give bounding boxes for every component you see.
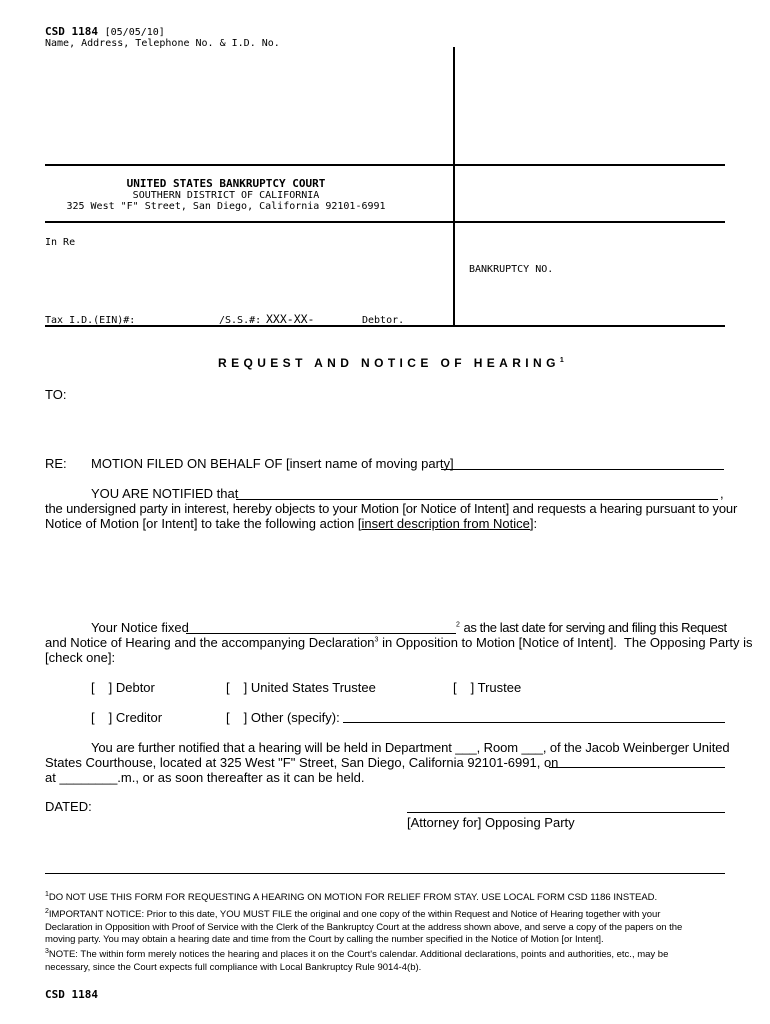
- option-debtor[interactable]: [91, 680, 155, 695]
- checkbox-trustee[interactable]: [: [453, 680, 457, 695]
- document-title-text: REQUEST AND NOTICE OF HEARING: [218, 356, 560, 370]
- footnote-3-line-1: NOTE: The within form merely notices the hearing and places it on the Court's calendar. Additional declarations, points and authorities, etc., may be: [48, 949, 669, 961]
- option-trustee-label: ] Trustee: [470, 680, 522, 695]
- notice-fixed-text-rest: as the last date for serving and filing this Request: [463, 620, 727, 635]
- declaration-footnote-ref: 3: [374, 636, 379, 644]
- option-trustee[interactable]: [453, 680, 521, 695]
- title-footnote-ref: 1: [559, 357, 564, 364]
- in-re-label: In Re: [45, 237, 76, 248]
- checkbox-other[interactable]: [: [226, 710, 230, 725]
- tax-id-label: Tax I.D.(EIN)#:: [45, 315, 136, 326]
- dated-label: DATED:: [45, 799, 92, 814]
- footnote-1-text: DO NOT USE THIS FORM FOR REQUESTING A HEARING ON MOTION FOR RELIEF FROM STAY. USE LOCAL FORM CSD 1186 INSTEAD.: [48, 892, 658, 904]
- option-creditor-label: ] Creditor: [108, 710, 163, 725]
- footnote-3-ref: 3: [45, 948, 49, 955]
- footnote-2-line-3: moving party. You may obtain a hearing date and time from the Court by calling the number specified in the Notice of Motion [or Intent].: [45, 934, 604, 946]
- form-code: CSD 1184: [45, 25, 98, 38]
- notice-fixed-label: Your Notice fixed: [91, 620, 189, 635]
- checkbox-creditor[interactable]: [: [91, 710, 95, 725]
- notice-footnote-ref: 2: [456, 621, 460, 629]
- form-header: [45, 25, 165, 38]
- hearing-line-2: States Courthouse, located at 325 West "F" Street, San Diego, California 92101-6991, on: [45, 755, 559, 770]
- notice-fixed-text: [456, 620, 727, 635]
- signature-label: [Attorney for] Opposing Party: [407, 815, 575, 830]
- footer-form-code: CSD 1184: [45, 988, 98, 1001]
- court-address: 325 West "F" Street, San Diego, California 92101-6991: [66, 201, 386, 212]
- option-other-label: ] Other (specify):: [243, 710, 340, 725]
- footnote-2-line-2: Declaration in Opposition with Proof of Service with the Clerk of the Bankruptcy Court at the address shown above, and serve a copy of the papers on the: [45, 921, 683, 933]
- ssn-label: /S.S.#:: [219, 315, 262, 326]
- ssn-field[interactable]: [312, 325, 344, 326]
- option-creditor[interactable]: [91, 710, 162, 725]
- debtor-label: Debtor.: [362, 315, 405, 326]
- notice-line-2-rest: in Opposition to Motion [Notice of Intent]. The Opposing Party is: [378, 635, 753, 650]
- footnote-divider: [45, 873, 725, 874]
- check-one-label: [check one]:: [45, 650, 116, 665]
- option-debtor-label: ] Debtor: [108, 680, 155, 695]
- footnote-1: [45, 889, 657, 905]
- notified-comma: ,: [720, 486, 724, 501]
- option-other[interactable]: [226, 710, 340, 725]
- court-district: SOUTHERN DISTRICT OF CALIFORNIA: [132, 190, 320, 201]
- option-us-trustee-label: ] United States Trustee: [243, 680, 376, 695]
- to-label: TO:: [45, 387, 67, 402]
- re-text: MOTION FILED ON BEHALF OF [insert name of moving party]: [91, 456, 454, 471]
- notified-intro: YOU ARE NOTIFIED that: [91, 486, 239, 501]
- notified-line-3: [45, 516, 537, 531]
- form-date: [05/05/10]: [104, 27, 165, 38]
- document-title: [218, 356, 564, 370]
- ssn-value: XXX-XX-: [266, 312, 315, 326]
- bankruptcy-no-label: BANKRUPTCY NO.: [469, 264, 554, 275]
- footnote-2-ref: 2: [45, 908, 49, 915]
- insert-description-text: [insert description from Notice]: [357, 516, 534, 531]
- caption-rule-top: [45, 164, 725, 166]
- court-name: UNITED STATES BANKRUPTCY COURT: [126, 177, 326, 190]
- footnote-3-line-2: necessary, since the Court expects full compliance with Local Bankruptcy Rule 9014-4(b).: [45, 961, 422, 973]
- moving-party-field[interactable]: [441, 469, 724, 470]
- hearing-line-1: You are further notified that a hearing will be held in Department ___, Room ___, of the Jacob Weinberger United: [91, 740, 730, 755]
- other-specify-field[interactable]: [343, 722, 725, 723]
- checkbox-us-trustee[interactable]: [: [226, 680, 230, 695]
- footnote-2-line-1: IMPORTANT NOTICE: Prior to this date, YOU MUST FILE the original and one copy of the within Request and Notice of Hearing together with your: [48, 909, 661, 921]
- checkbox-debtor[interactable]: [: [91, 680, 95, 695]
- hearing-date-field[interactable]: [549, 767, 725, 768]
- opposing-party-field[interactable]: [236, 499, 718, 500]
- notice-line-2: [45, 635, 753, 650]
- footnote-3: [45, 946, 668, 974]
- notice-date-field[interactable]: [186, 633, 456, 634]
- option-us-trustee[interactable]: [226, 680, 376, 695]
- hearing-line-3: at ________.m., or as soon thereafter as it can be held.: [45, 770, 365, 785]
- caption-rule-mid: [45, 221, 725, 223]
- signature-field[interactable]: [407, 812, 725, 813]
- notice-line-2-text: and Notice of Hearing and the accompanying Declaration: [45, 635, 375, 650]
- footnote-2: [45, 906, 682, 947]
- notified-line-3-colon: :: [533, 516, 538, 531]
- tax-id-field[interactable]: [134, 325, 220, 326]
- notified-line-2: the undersigned party in interest, hereby objects to your Motion [or Notice of Intent] and requests a hearing pursuant to your: [45, 501, 738, 516]
- name-address-label: Name, Address, Telephone No. & I.D. No.: [45, 38, 280, 49]
- footnote-1-ref: 1: [45, 891, 49, 898]
- re-label: RE:: [45, 456, 67, 471]
- notified-line-3-text: Notice of Motion [or Intent] to take the following action: [45, 516, 355, 531]
- caption-vertical-divider: [453, 47, 455, 327]
